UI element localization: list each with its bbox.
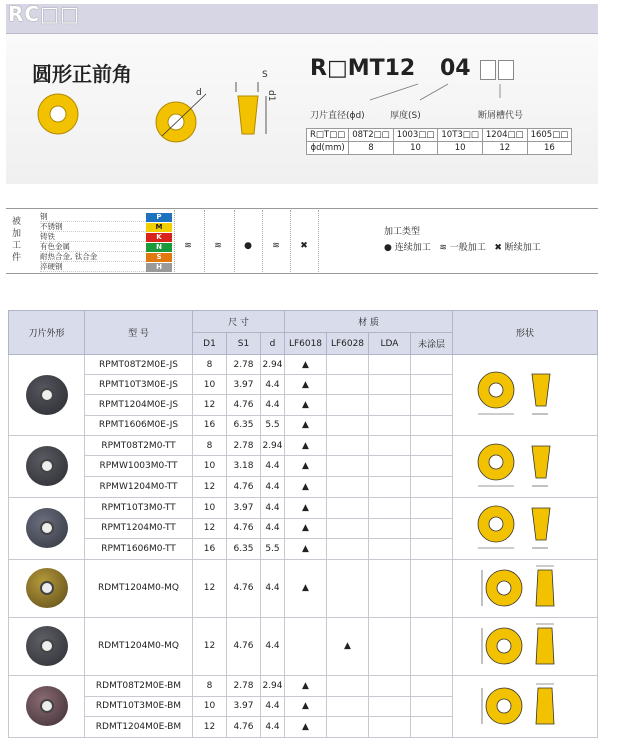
d1-cell: 8 (193, 355, 227, 375)
grade-cell (369, 435, 411, 456)
insert-photo (26, 508, 68, 548)
grade-cell (411, 518, 453, 539)
col-grade: 未涂层 (411, 333, 453, 355)
spec-cell: 12 (482, 142, 527, 155)
code-pattern: R□MT12 (310, 56, 416, 81)
spec-cell: 10 (393, 142, 438, 155)
d-cell: 4.4 (261, 456, 285, 477)
code-suffix: 04 (440, 56, 471, 81)
grade-cell (411, 696, 453, 717)
d-cell: 4.4 (261, 395, 285, 415)
spec-cell: ϕd(mm) (307, 142, 349, 155)
s1-cell: 4.76 (227, 559, 261, 617)
insert-photo-cell (9, 617, 85, 675)
d1-cell: 12 (193, 559, 227, 617)
material-tag: N (146, 243, 172, 252)
d1-cell: 12 (193, 518, 227, 539)
dim-label-d: d (196, 88, 202, 98)
grade-cell (369, 559, 411, 617)
grade-cell (411, 539, 453, 560)
grade-cell (369, 456, 411, 477)
grade-cell (411, 435, 453, 456)
grade-cell: ▲ (285, 375, 327, 395)
d1-cell: 12 (193, 477, 227, 498)
material-tag: P (146, 213, 172, 222)
material-tag: H (146, 263, 172, 272)
grade-cell (327, 497, 369, 518)
page-title: RC□□ (8, 2, 80, 26)
model-cell: RDMT10T3M0E-BM (85, 696, 193, 717)
label-thickness: 厚度(S) (390, 111, 421, 121)
shape-diagram-cell (453, 617, 598, 675)
grade-cell: ▲ (285, 559, 327, 617)
model-cell: RPMT1204M0-TT (85, 518, 193, 539)
grade-cell (411, 415, 453, 435)
grade-cell: ▲ (285, 435, 327, 456)
grade-cell (411, 477, 453, 498)
grade-cell (411, 559, 453, 617)
model-cell: RPMT08T2M0-TT (85, 435, 193, 456)
grade-cell: ▲ (285, 415, 327, 435)
insert-photo-cell (9, 435, 85, 497)
model-cell: RDMT1204M0-MQ (85, 559, 193, 617)
shape-diagram-cell (453, 559, 598, 617)
grade-cell: ▲ (285, 717, 327, 738)
general-icon: ≋ (439, 243, 447, 253)
grade-cell: ▲ (285, 395, 327, 415)
s1-cell: 4.76 (227, 518, 261, 539)
insert-photo-cell (9, 497, 85, 559)
model-cell: RDMT08T2M0E-BM (85, 675, 193, 696)
code-pointer-lines (300, 80, 540, 110)
model-cell: RDMT1204M0-MQ (85, 617, 193, 675)
col-grade: LF6018 (285, 333, 327, 355)
grade-cell (369, 717, 411, 738)
grade-cell: ▲ (285, 696, 327, 717)
shape-diagram-cell (453, 435, 598, 497)
grade-cell (369, 355, 411, 375)
dim-label-d1: d1 (266, 90, 276, 102)
code-box-1 (480, 60, 496, 80)
side-char: 件 (12, 253, 22, 263)
shape-diagram (470, 500, 580, 554)
insert-photo (26, 375, 68, 415)
col-d1: D1 (193, 333, 227, 355)
header-bar (6, 4, 598, 34)
grade-cell (327, 435, 369, 456)
grade-cell (369, 696, 411, 717)
grade-cell (327, 415, 369, 435)
model-cell: RDMT1204M0E-BM (85, 717, 193, 738)
spec-cell: 1204□□ (482, 129, 527, 142)
insert-photo (26, 626, 68, 666)
d1-cell: 10 (193, 497, 227, 518)
grade-cell (369, 518, 411, 539)
col-material: 材 质 (285, 311, 453, 333)
grade-cell (327, 375, 369, 395)
d1-cell: 16 (193, 539, 227, 560)
grade-cell (411, 456, 453, 477)
s1-cell: 3.18 (227, 456, 261, 477)
shape-diagram (470, 678, 580, 732)
table-row (9, 435, 598, 456)
side-char: 工 (12, 241, 22, 251)
model-cell: RPMW1204M0-TT (85, 477, 193, 498)
dim-label-s: S (262, 70, 268, 80)
spec-cell: 1003□□ (393, 129, 438, 142)
side-char: 被 (12, 217, 22, 227)
grade-cell (411, 375, 453, 395)
material-tag: K (146, 233, 172, 242)
processing-mark: ≋ (272, 241, 280, 251)
d-cell: 4.4 (261, 717, 285, 738)
table-row (9, 355, 598, 375)
d-cell: 4.4 (261, 518, 285, 539)
s1-cell: 3.97 (227, 497, 261, 518)
insert-hole (40, 521, 54, 535)
grade-cell (327, 559, 369, 617)
grade-cell (369, 395, 411, 415)
insert-photo-cell (9, 675, 85, 737)
material-row: 耐热合金, 钛合金 (40, 252, 150, 262)
d-cell: 4.4 (261, 559, 285, 617)
s1-cell: 3.97 (227, 375, 261, 395)
s1-cell: 2.78 (227, 675, 261, 696)
material-tag: M (146, 223, 172, 232)
grade-cell: ▲ (285, 675, 327, 696)
grade-cell: ▲ (285, 355, 327, 375)
d1-cell: 8 (193, 435, 227, 456)
insert-dimension-view (150, 88, 220, 148)
product-table (8, 310, 598, 738)
material-tag: S (146, 253, 172, 262)
grade-cell (327, 395, 369, 415)
col-grade: LDA (369, 333, 411, 355)
s1-cell: 4.76 (227, 395, 261, 415)
grade-cell (285, 617, 327, 675)
s1-cell: 3.97 (227, 696, 261, 717)
table-row (9, 497, 598, 518)
processing-mark: ≋ (184, 241, 192, 251)
grade-cell (369, 375, 411, 395)
shape-diagram (470, 438, 580, 492)
s1-cell: 6.35 (227, 539, 261, 560)
header-row-1 (9, 311, 598, 333)
grade-cell (327, 518, 369, 539)
insert-photo (26, 568, 68, 608)
grade-cell (411, 497, 453, 518)
d1-cell: 8 (193, 675, 227, 696)
d-cell: 4.4 (261, 696, 285, 717)
grade-cell (369, 617, 411, 675)
insert-hole (40, 639, 54, 653)
col-grade: LF6028 (327, 333, 369, 355)
insert-hole (40, 581, 54, 595)
shape-diagram (470, 366, 580, 420)
grade-cell: ▲ (285, 477, 327, 498)
col-d: d (261, 333, 285, 355)
spec-cell: 10 (438, 142, 482, 155)
spec-cell: 10T3□□ (438, 129, 482, 142)
spec-cell: 08T2□□ (349, 129, 393, 142)
shape-diagram-cell (453, 355, 598, 436)
insert-photo-cell (9, 355, 85, 436)
label-chipbreaker: 断屑槽代号 (478, 111, 524, 121)
d-cell: 4.4 (261, 375, 285, 395)
table-row (9, 617, 598, 675)
spec-value-row (307, 142, 572, 155)
d-cell: 4.4 (261, 497, 285, 518)
grade-cell: ▲ (285, 497, 327, 518)
d-cell: 5.5 (261, 415, 285, 435)
d1-cell: 10 (193, 456, 227, 477)
grade-cell (327, 696, 369, 717)
workpiece-label (12, 216, 24, 264)
d1-cell: 10 (193, 375, 227, 395)
interrupted-icon: ✖ (494, 243, 502, 253)
grade-cell (411, 617, 453, 675)
grade-cell (327, 355, 369, 375)
d1-cell: 12 (193, 617, 227, 675)
col-s1: S1 (227, 333, 261, 355)
material-row: 淬硬钢 (40, 262, 150, 272)
insert-photo-cell (9, 559, 85, 617)
section-title: 圆形正前角 (32, 62, 132, 86)
d-cell: 2.94 (261, 675, 285, 696)
s1-cell: 4.76 (227, 617, 261, 675)
grade-cell (327, 675, 369, 696)
shape-diagram-cell (453, 675, 598, 737)
material-row: 有色金属 (40, 242, 150, 252)
material-row: 不锈钢 (40, 222, 150, 232)
col-size: 尺 寸 (193, 311, 285, 333)
shape-diagram (470, 618, 580, 672)
material-row: 铸铁 (40, 232, 150, 242)
shape-diagram (470, 560, 580, 614)
insert-photo (26, 446, 68, 486)
col-shape: 刀片外形 (9, 311, 85, 355)
grade-cell: ▲ (327, 617, 369, 675)
grade-cell (369, 415, 411, 435)
grade-cell (411, 717, 453, 738)
d-cell: 4.4 (261, 617, 285, 675)
d-cell: 4.4 (261, 477, 285, 498)
d-cell: 5.5 (261, 539, 285, 560)
grade-cell: ▲ (285, 456, 327, 477)
grade-cell: ▲ (285, 518, 327, 539)
legend-title: 加工类型 (384, 227, 421, 237)
grade-cell (411, 355, 453, 375)
processing-mark: ✖ (300, 241, 308, 251)
legend-text: 一般加工 (449, 243, 486, 253)
spec-cell: 1605□□ (527, 129, 572, 142)
grade-cell (369, 539, 411, 560)
grade-cell (369, 497, 411, 518)
grade-cell (369, 675, 411, 696)
d-cell: 2.94 (261, 355, 285, 375)
d-cell: 2.94 (261, 435, 285, 456)
legend-text: 连续加工 (394, 243, 431, 253)
d1-cell: 10 (193, 696, 227, 717)
insert-hole (40, 699, 54, 713)
code-box-2 (498, 60, 514, 80)
table-row (9, 559, 598, 617)
insert-side-view (232, 78, 278, 144)
spec-cell: R□T□□ (307, 129, 349, 142)
model-cell: RPMW1003M0-TT (85, 456, 193, 477)
col-model: 型 号 (85, 311, 193, 355)
d1-cell: 12 (193, 395, 227, 415)
spec-cell: 16 (527, 142, 572, 155)
legend (384, 240, 541, 253)
model-cell: RPMT1606M0-TT (85, 539, 193, 560)
continuous-icon: ● (384, 243, 392, 253)
grade-cell (411, 675, 453, 696)
processing-mark: ● (244, 241, 252, 251)
spec-table (306, 128, 572, 155)
grade-cell (327, 539, 369, 560)
model-cell: RPMT10T3M0-TT (85, 497, 193, 518)
label-diameter: 刀片直径(ϕd) (310, 111, 365, 121)
legend-text: 断续加工 (504, 243, 541, 253)
d1-cell: 12 (193, 717, 227, 738)
s1-cell: 4.76 (227, 717, 261, 738)
col-form: 形状 (453, 311, 598, 355)
s1-cell: 2.78 (227, 355, 261, 375)
grade-cell: ▲ (285, 539, 327, 560)
processing-mark: ≋ (214, 241, 222, 251)
table-row (9, 675, 598, 696)
material-row: 钢 (40, 212, 150, 222)
d1-cell: 16 (193, 415, 227, 435)
side-char: 加 (12, 229, 22, 239)
spec-header-row (307, 129, 572, 142)
grade-cell (327, 456, 369, 477)
s1-cell: 6.35 (227, 415, 261, 435)
insert-hole (40, 388, 54, 402)
shape-diagram-cell (453, 497, 598, 559)
s1-cell: 2.78 (227, 435, 261, 456)
model-cell: RPMT10T3M0E-JS (85, 375, 193, 395)
model-cell: RPMT1204M0E-JS (85, 395, 193, 415)
insert-photo (26, 686, 68, 726)
insert-hole (40, 459, 54, 473)
model-cell: RPMT08T2M0E-JS (85, 355, 193, 375)
grade-cell (369, 477, 411, 498)
model-cell: RPMT1606M0E-JS (85, 415, 193, 435)
insert-top-view (36, 92, 80, 136)
grade-cell (327, 717, 369, 738)
grade-cell (411, 395, 453, 415)
s1-cell: 4.76 (227, 477, 261, 498)
grade-cell (327, 477, 369, 498)
spec-cell: 8 (349, 142, 393, 155)
